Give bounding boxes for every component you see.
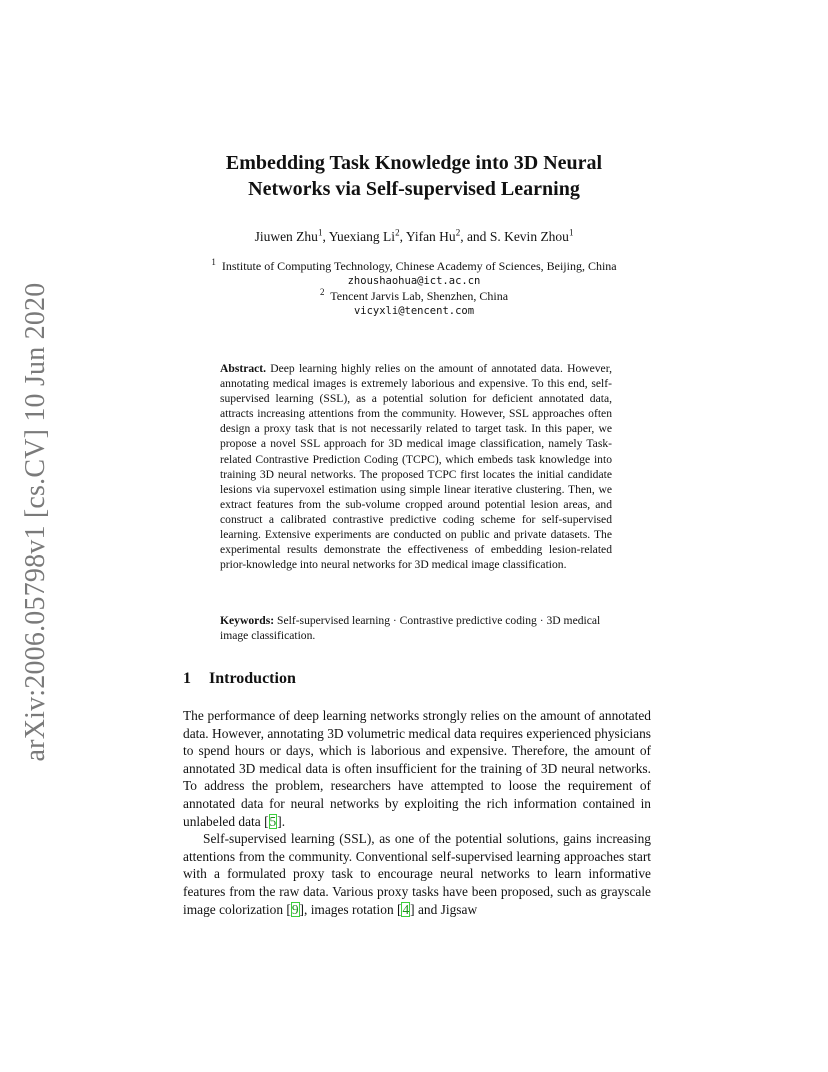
introduction-body — [183, 707, 651, 918]
paragraph-text: . — [281, 813, 286, 829]
author-name: Yifan Hu — [405, 229, 456, 244]
author-separator: , and — [460, 229, 490, 244]
paragraph-text: , images rotation — [304, 901, 397, 917]
affiliation-mark: 2 — [319, 287, 325, 297]
section-heading — [183, 670, 296, 688]
affiliation-mark: 1 — [211, 257, 216, 267]
author-name: S. Kevin Zhou — [489, 229, 569, 244]
affiliation-2 — [0, 289, 828, 304]
author-separator: , — [399, 229, 406, 244]
keywords-text: Self-supervised learning · Contrastive predictive coding · 3D medical image classification. — [220, 614, 601, 643]
arxiv-identifier-stamp: arXiv:2006.05798v1 [cs.CV] 10 Jun 2020 — [20, 282, 51, 762]
title-line-2: Networks via Self-supervised Learning — [248, 178, 580, 200]
paragraph: The performance of deep learning networks strongly relies on the amount of annotated data. However, annotating 3D volumetric medical data requires experienced physicians to spend hours or days, which is laborious and expensive. Therefore, the amount of annotated 3D medical data is often insufficient for the training of 3D neural networks. To address the problem, researchers have attempted to loose the requirement of annotated data for neural networks by exploiting the rich information contained in unlabeled data [5]. — [183, 708, 651, 829]
citation-link[interactable]: 5 — [269, 813, 277, 829]
citation-link[interactable]: 4 — [402, 901, 410, 917]
affiliation-block — [0, 259, 828, 319]
author-affiliation-mark: 1 — [317, 227, 323, 238]
affiliation-email[interactable]: zhoushaohua@ict.ac.cn — [347, 275, 481, 287]
keywords — [220, 613, 612, 643]
citation-link[interactable]: 9 — [291, 901, 299, 917]
abstract — [220, 361, 612, 572]
author-affiliation-mark: 2 — [455, 227, 461, 238]
paragraph-text: Self-supervised learning (SSL), as one of the potential solutions, gains increasing attentions from the community. Conventional self-supervised learning approaches start with a formulated proxy task to encourage neural networks to learn informative features from the raw data. Various proxy tasks have been proposed, such as grayscale image colorization — [183, 831, 651, 917]
affiliation-text: Institute of Computing Technology, Chinese Academy of Sciences, Beijing, China — [221, 259, 617, 273]
paragraph-text: and Jigsaw — [414, 901, 478, 917]
abstract-text: Deep learning highly relies on the amount of annotated data. However, annotating medical images is extremely laborious and expensive. To this end, self-supervised learning (SSL), as a potential solution for deficient annotated data, attracts increasing attentions from the community. However, SSL approaches often design a proxy task that is not necessarily related to target task. In this paper, we propose a novel SSL approach for 3D medical image classification, namely Task-related Contrastive Prediction Coding (TCPC), which embeds task knowledge into training 3D neural networks. The proposed TCPC first locates the initial candidate lesions via supervoxel estimation using simple linear iterative clustering. Then, we extract features from the sub-volume cropped around potential lesion areas, and construct a calibrated contrastive predictive coding scheme for self-supervised learning. Extensive experiments are conducted on public and private datasets. The experimental results demonstrate the effectiveness of embedding lesion-related prior-knowledge into neural networks for 3D medical image classification. — [220, 362, 612, 572]
abstract-label: Abstract. — [220, 362, 267, 375]
author-affiliation-mark: 1 — [568, 227, 574, 238]
section-title: Introduction — [209, 670, 296, 687]
section-number: 1 — [183, 670, 191, 687]
author-name: Jiuwen Zhu — [254, 229, 318, 244]
author-name: Yuexiang Li — [328, 229, 396, 244]
paper-title — [0, 150, 828, 202]
affiliation-text: Tencent Jarvis Lab, Shenzhen, China — [330, 289, 509, 303]
affiliation-email[interactable]: vicyxli@tencent.com — [353, 305, 475, 317]
keywords-label: Keywords: — [220, 614, 275, 627]
title-line-1: Embedding Task Knowledge into 3D Neural — [225, 152, 603, 174]
paragraph: Self-supervised learning (SSL), as one of the potential solutions, gains increasing attentions from the community. Conventional self-supervised learning approaches start with a formulated proxy task to encourage neural networks to learn informative features from the raw data. Various proxy tasks have been proposed, such as grayscale image colorization [9], images rotation [4] and Jigsaw — [183, 831, 651, 917]
paragraph-text: The performance of deep learning networks strongly relies on the amount of annotated data. However, annotating 3D volumetric medical data requires experienced physicians to spend hours or days, which is laborious and expensive. Therefore, the amount of annotated 3D medical data is often insufficient for the training of 3D neural networks. To address the problem, researchers have attempted to loose the requirement of annotated data for neural networks by exploiting the rich information contained in unlabeled data — [183, 708, 651, 829]
affiliation-1 — [0, 259, 828, 274]
author-separator: , — [322, 229, 329, 244]
author-list — [0, 229, 828, 245]
author-affiliation-mark: 2 — [395, 227, 400, 238]
